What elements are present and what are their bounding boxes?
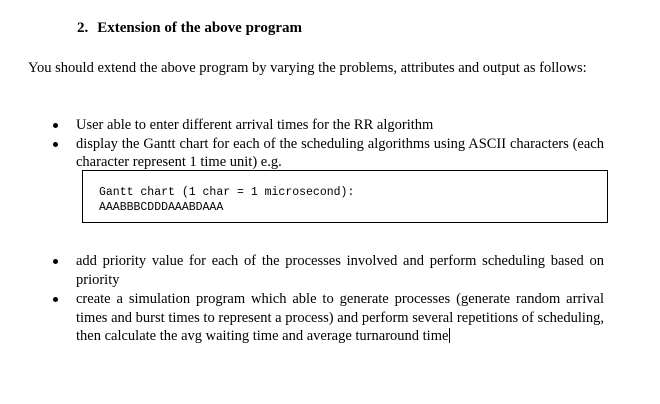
gantt-example-label: Gantt chart (1 char = 1 microsecond):: [99, 186, 355, 199]
list-item: display the Gantt chart for each of the scheduling algorithms using ASCII characters (each character represent 1 time unit) e.g.: [0, 135, 604, 172]
intro-paragraph: You should extend the above program by varying the problems, attributes and output as follows:: [28, 60, 587, 76]
section-heading: [77, 20, 302, 37]
requirements-list-top: [0, 116, 604, 172]
list-item-text: create a simulation program which able to generate processes (generate random arrival times and burst times to represent a process) and perform several repetitions of scheduling, then calculate the avg waiting time and average turnaround time: [76, 291, 604, 344]
list-item: User able to enter different arrival times for the RR algorithm: [0, 116, 604, 135]
requirements-list-bottom: [0, 252, 604, 346]
list-item: add priority value for each of the processes involved and perform scheduling based on priority: [0, 252, 604, 289]
section-title: Extension of the above program: [97, 20, 302, 36]
section-number: 2.: [77, 20, 89, 36]
text-cursor: [449, 328, 450, 343]
gantt-example-box: [82, 170, 608, 223]
gantt-example-sequence: AAABBBCDDDAAABDAAA: [99, 201, 224, 214]
list-item: [0, 290, 604, 346]
